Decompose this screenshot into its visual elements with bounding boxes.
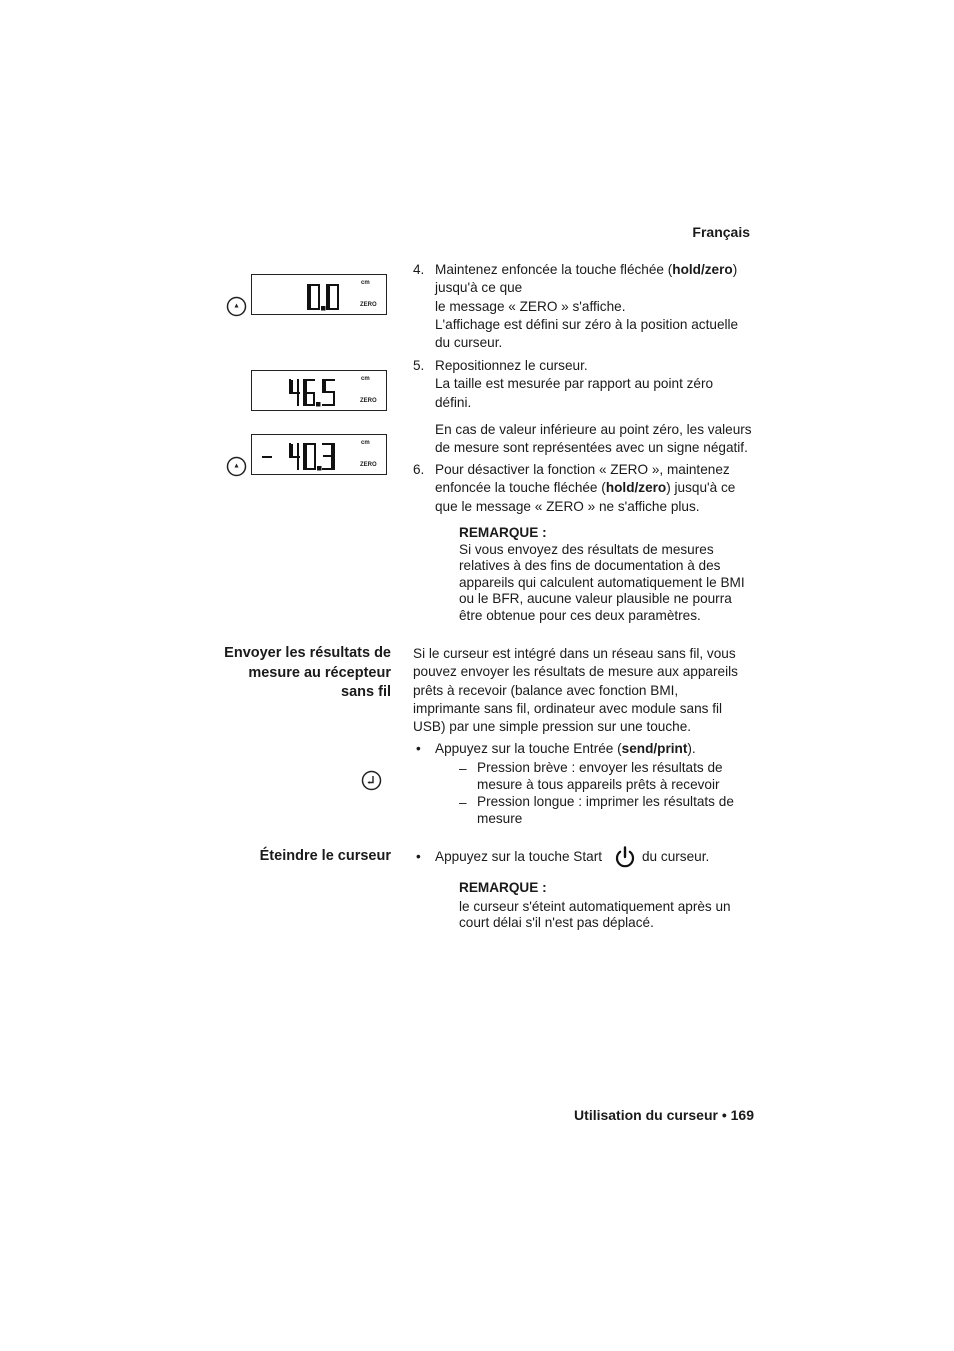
dash-marker: – bbox=[459, 795, 467, 810]
step-text: que le message « ZERO » ne s'affiche plus. bbox=[435, 498, 700, 514]
section-heading-off: Éteindre le curseur bbox=[259, 848, 391, 864]
step-text: Appuyez sur la touche Start bbox=[435, 849, 602, 864]
power-icon bbox=[613, 845, 637, 869]
step-4-text bbox=[435, 261, 760, 352]
send-bullet-text bbox=[435, 740, 760, 758]
paragraph-line: imprimante sans fil, ordinateur avec module sans fil bbox=[413, 700, 723, 716]
bullet: • bbox=[416, 741, 421, 756]
paragraph-line: Si le curseur est intégré dans un réseau sans fil, vous bbox=[413, 646, 736, 661]
lcd-digits bbox=[252, 371, 352, 411]
up-arrow-button-icon bbox=[226, 456, 247, 477]
key-name: hold/zero bbox=[605, 480, 667, 496]
zero-indicator: ZERO bbox=[360, 398, 377, 404]
list-text: Pression brève : envoyer les résultats de bbox=[477, 760, 723, 775]
step-text: La taille est mesurée par rapport au point zéro bbox=[435, 376, 714, 392]
section-heading-send bbox=[224, 644, 391, 703]
step-5-note bbox=[435, 421, 760, 458]
short-press-text bbox=[477, 760, 757, 793]
step-text: ) bbox=[732, 262, 738, 277]
step-text: de mesure sont représentées avec un signe négatif. bbox=[435, 440, 748, 456]
step-number: 5. bbox=[413, 358, 425, 373]
list-text: Pression longue : imprimer les résultats de bbox=[477, 794, 734, 809]
note-text: être obtenue pour ces deux paramètres. bbox=[459, 607, 701, 623]
note-text: relatives à des fins de documentation à des bbox=[459, 558, 721, 573]
page-footer: Utilisation du curseur • 169 bbox=[574, 1107, 754, 1123]
heading-line: mesure au récepteur bbox=[248, 664, 391, 681]
heading-line: sans fil bbox=[341, 684, 391, 700]
paragraph-line: prêts à recevoir (balance avec fonction BMI, bbox=[413, 682, 679, 698]
step-6-text bbox=[435, 461, 760, 516]
lcd-display-measure bbox=[251, 370, 387, 411]
note-title: REMARQUE : bbox=[459, 525, 547, 540]
language-label: Français bbox=[692, 224, 750, 240]
step-text: enfoncée la touche fléchée ( bbox=[435, 480, 606, 496]
note-text: appareils qui calculent automatiquement le BMI bbox=[459, 574, 745, 590]
note-box bbox=[459, 525, 759, 624]
paragraph-line: pouvez envoyer les résultats de mesure aux appareils bbox=[413, 664, 738, 680]
up-arrow-button-icon bbox=[226, 296, 247, 317]
step-text: L'affichage est défini sur zéro à la position actuelle bbox=[435, 316, 739, 332]
step-text: ) jusqu'à ce bbox=[666, 480, 736, 496]
off-bullet-suffix: du curseur. bbox=[642, 849, 710, 864]
lcd-digits bbox=[252, 435, 352, 475]
lcd-digits bbox=[252, 275, 352, 315]
step-text: Repositionnez le curseur. bbox=[435, 358, 588, 373]
step-number: 4. bbox=[413, 262, 425, 277]
step-5-text bbox=[435, 357, 760, 412]
enter-button-icon bbox=[361, 770, 382, 791]
off-bullet-text bbox=[435, 848, 760, 866]
step-text: jusqu'à ce que bbox=[435, 280, 523, 296]
unit-label: cm bbox=[361, 280, 370, 286]
key-name: send/print bbox=[621, 741, 688, 756]
note-box bbox=[459, 880, 759, 932]
key-name: hold/zero bbox=[672, 262, 733, 277]
paragraph-line: USB) par une simple pression sur une touche. bbox=[413, 719, 692, 735]
heading-line: Envoyer les résultats de bbox=[224, 645, 391, 661]
step-text: défini. bbox=[435, 394, 472, 410]
long-press-text bbox=[477, 794, 757, 827]
unit-label: cm bbox=[361, 440, 370, 446]
zero-indicator: ZERO bbox=[360, 462, 377, 468]
send-paragraph bbox=[413, 645, 758, 736]
note-text: ou le BFR, aucune valeur plausible ne pourra bbox=[459, 591, 732, 606]
list-text: mesure bbox=[477, 810, 523, 826]
lcd-display-zero bbox=[251, 274, 387, 315]
note-text: court délai s'il n'est pas déplacé. bbox=[459, 915, 654, 930]
step-text: ). bbox=[687, 741, 696, 756]
step-text: Pour désactiver la fonction « ZERO », maintenez bbox=[435, 462, 730, 477]
dash-marker: – bbox=[459, 761, 467, 776]
step-text: du curseur. bbox=[435, 335, 503, 351]
note-text: Si vous envoyez des résultats de mesures bbox=[459, 541, 714, 557]
step-number: 6. bbox=[413, 462, 425, 477]
lcd-display-negative bbox=[251, 434, 387, 475]
list-text: mesure à tous appareils prêts à recevoir bbox=[477, 776, 720, 792]
unit-label: cm bbox=[361, 376, 370, 382]
step-text: Maintenez enfoncée la touche fléchée ( bbox=[435, 262, 673, 277]
step-text: Appuyez sur la touche Entrée ( bbox=[435, 741, 622, 756]
zero-indicator: ZERO bbox=[360, 302, 377, 308]
step-text: le message « ZERO » s'affiche. bbox=[435, 298, 626, 314]
note-text: le curseur s'éteint automatiquement après un bbox=[459, 898, 731, 914]
step-text: En cas de valeur inférieure au point zéro, les valeurs bbox=[435, 422, 752, 437]
bullet: • bbox=[416, 849, 421, 864]
note-title: REMARQUE : bbox=[459, 880, 547, 895]
